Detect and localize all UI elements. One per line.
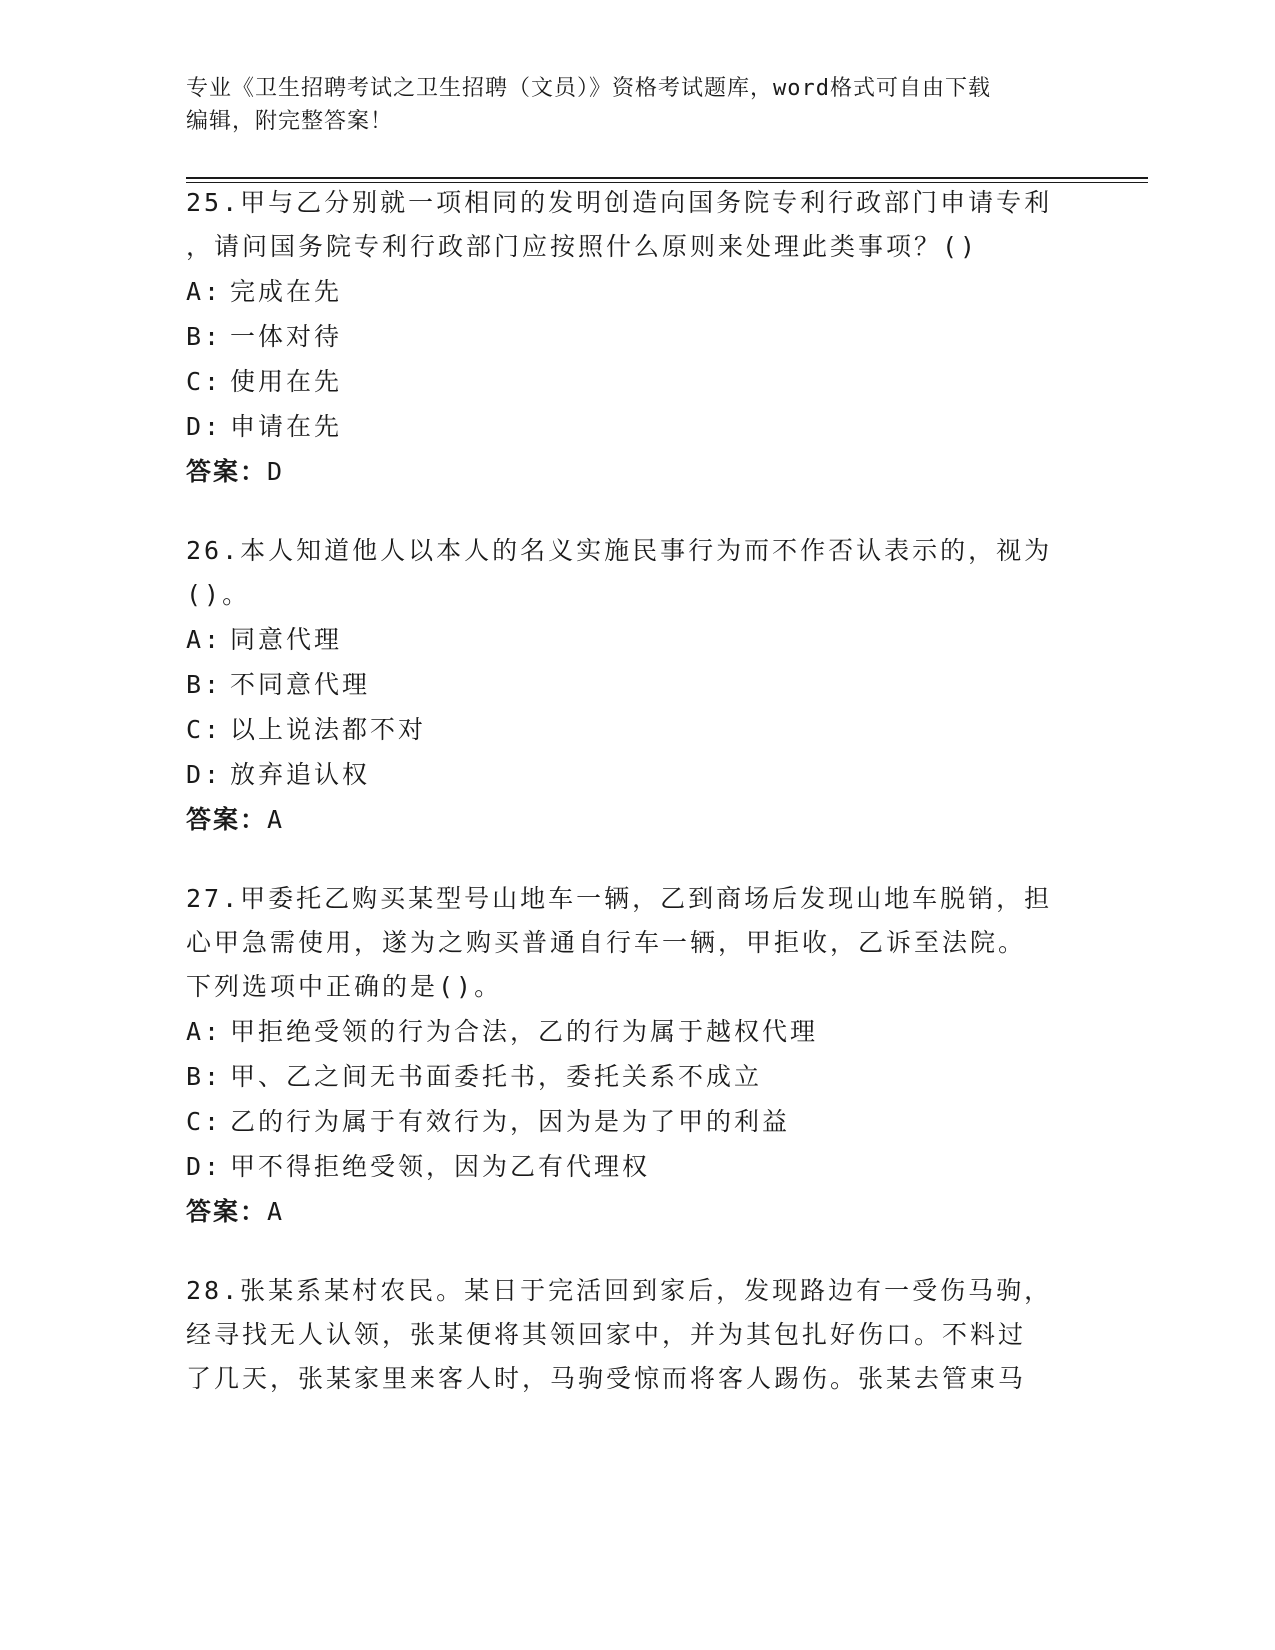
option-key: D: [186,1152,223,1181]
header-line-2: 编辑，附完整答案！ [186,109,394,134]
option-b [186,314,1086,359]
answer-label: 答案： [186,805,268,834]
option-c [186,707,1086,752]
option-key: A: [186,625,223,654]
question-stem-line: 下列选项中正确的是()。 [186,972,503,1001]
header-line-1: 专业《卫生招聘考试之卫生招聘（文员）》资格考试题库，word格式可自由下载 [186,76,991,101]
option-key: B: [186,1062,223,1091]
answer-value: D [267,457,284,486]
option-b [186,662,1086,707]
option-text: 使用在先 [230,367,343,396]
question-stem-line: ()。 [186,580,251,609]
option-d [186,1144,1086,1189]
option-text: 不同意代理 [230,670,371,699]
question-stem-line: 经寻找无人认领，张某便将其领回家中，并为其包扎好伤口。不料过 [186,1320,1027,1349]
document-header [186,72,1066,138]
option-text: 申请在先 [230,412,343,441]
question-stem-line: 28.张某系某村农民。某日于完活回到家后，发现路边有一受伤马驹， [186,1276,1053,1305]
answer-line [186,449,1086,495]
answer-line [186,797,1086,843]
option-a [186,269,1086,314]
option-b [186,1054,1086,1099]
answer-value: A [267,1197,284,1226]
option-text: 一体对待 [230,322,343,351]
question-27 [186,877,1086,1235]
question-25 [186,181,1086,495]
option-text: 甲、乙之间无书面委托书，委托关系不成立 [230,1062,763,1091]
question-stem-line: 26.本人知道他人以本人的名义实施民事行为而不作否认表示的，视为 [186,536,1053,565]
option-text: 放弃追认权 [230,760,371,789]
option-key: B: [186,322,223,351]
question-stem-line: 心甲急需使用，遂为之购买普通自行车一辆，甲拒收，乙诉至法院。 [186,928,1027,957]
option-key: A: [186,277,223,306]
question-28 [186,1269,1086,1401]
option-key: B: [186,670,223,699]
option-key: C: [186,715,223,744]
option-text: 甲拒绝受领的行为合法，乙的行为属于越权代理 [230,1017,819,1046]
question-stem-line: 了几天，张某家里来客人时，马驹受惊而将客人踢伤。张某去管束马 [186,1364,1027,1393]
option-d [186,752,1086,797]
option-text: 乙的行为属于有效行为，因为是为了甲的利益 [230,1107,791,1136]
option-c [186,359,1086,404]
answer-value: A [267,805,284,834]
answer-label: 答案： [186,457,268,486]
question-stem-line: 25.甲与乙分别就一项相同的发明创造向国务院专利行政部门申请专利 [186,188,1053,217]
option-key: C: [186,367,223,396]
option-d [186,404,1086,449]
answer-line [186,1189,1086,1235]
option-text: 同意代理 [230,625,343,654]
option-text: 甲不得拒绝受领，因为乙有代理权 [230,1152,651,1181]
question-stem-line: ，请问国务院专利行政部门应按照什么原则来处理此类事项？() [186,232,979,261]
option-text: 完成在先 [230,277,343,306]
option-key: D: [186,760,223,789]
option-key: C: [186,1107,223,1136]
option-key: A: [186,1017,223,1046]
option-a [186,617,1086,662]
option-c [186,1099,1086,1144]
option-key: D: [186,412,223,441]
option-a [186,1009,1086,1054]
option-text: 以上说法都不对 [230,715,427,744]
answer-label: 答案： [186,1197,268,1226]
header-divider-thick [186,177,1148,179]
question-26 [186,529,1086,843]
question-stem-line: 27.甲委托乙购买某型号山地车一辆，乙到商场后发现山地车脱销，担 [186,884,1053,913]
